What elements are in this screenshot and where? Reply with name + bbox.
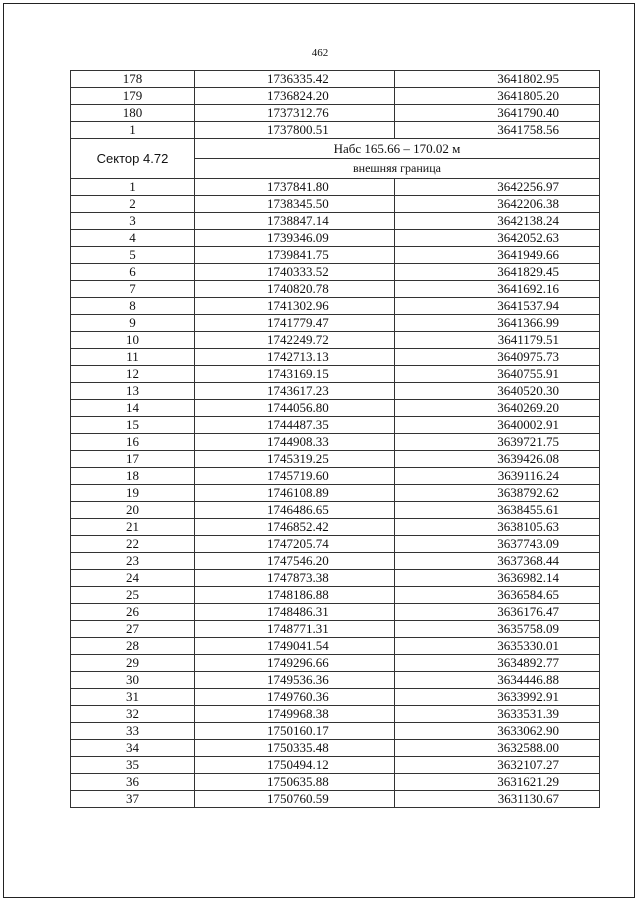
table-row bbox=[71, 230, 600, 247]
table-row bbox=[71, 451, 600, 468]
point-number-cell: 11 bbox=[71, 349, 195, 366]
y-coordinate-cell: 1749760.36 bbox=[195, 689, 395, 706]
x-coordinate-cell: 3638105.63 bbox=[395, 519, 600, 536]
x-coordinate-cell: 3642052.63 bbox=[395, 230, 600, 247]
point-number-cell: 26 bbox=[71, 604, 195, 621]
y-coordinate-cell: 1750760.59 bbox=[195, 791, 395, 808]
y-coordinate-cell: 1737312.76 bbox=[195, 105, 395, 122]
point-number-cell: 33 bbox=[71, 723, 195, 740]
y-coordinate-cell: 1750160.17 bbox=[195, 723, 395, 740]
table-row bbox=[71, 774, 600, 791]
point-number-cell: 37 bbox=[71, 791, 195, 808]
x-coordinate-cell: 3632107.27 bbox=[395, 757, 600, 774]
table-row bbox=[71, 519, 600, 536]
point-number-cell: 28 bbox=[71, 638, 195, 655]
y-coordinate-cell: 1738847.14 bbox=[195, 213, 395, 230]
table-row bbox=[71, 298, 600, 315]
table-row bbox=[71, 315, 600, 332]
x-coordinate-cell: 3641829.45 bbox=[395, 264, 600, 281]
x-coordinate-cell: 3641366.99 bbox=[395, 315, 600, 332]
table-row bbox=[71, 587, 600, 604]
point-number-cell: 24 bbox=[71, 570, 195, 587]
sector-label: Сектор 4.72 bbox=[71, 139, 195, 179]
y-coordinate-cell: 1744487.35 bbox=[195, 417, 395, 434]
y-coordinate-cell: 1740820.78 bbox=[195, 281, 395, 298]
x-coordinate-cell: 3641949.66 bbox=[395, 247, 600, 264]
table-row bbox=[71, 88, 600, 105]
x-coordinate-cell: 3634446.88 bbox=[395, 672, 600, 689]
y-coordinate-cell: 1750335.48 bbox=[195, 740, 395, 757]
point-number-cell: 6 bbox=[71, 264, 195, 281]
x-coordinate-cell: 3640520.30 bbox=[395, 383, 600, 400]
table-row bbox=[71, 621, 600, 638]
top-rows bbox=[71, 71, 600, 139]
point-number-cell: 32 bbox=[71, 706, 195, 723]
x-coordinate-cell: 3639426.08 bbox=[395, 451, 600, 468]
table-row bbox=[71, 332, 600, 349]
table-row bbox=[71, 179, 600, 196]
y-coordinate-cell: 1741779.47 bbox=[195, 315, 395, 332]
point-number-cell: 18 bbox=[71, 468, 195, 485]
point-number-cell: 23 bbox=[71, 553, 195, 570]
x-coordinate-cell: 3640755.91 bbox=[395, 366, 600, 383]
point-number-cell: 31 bbox=[71, 689, 195, 706]
point-number-cell: 21 bbox=[71, 519, 195, 536]
sector-height-range: Набс 165.66 – 170.02 м bbox=[195, 139, 600, 159]
table-row bbox=[71, 570, 600, 587]
point-number-cell: 22 bbox=[71, 536, 195, 553]
y-coordinate-cell: 1748486.31 bbox=[195, 604, 395, 621]
y-coordinate-cell: 1749296.66 bbox=[195, 655, 395, 672]
table-row bbox=[71, 689, 600, 706]
point-number-cell: 10 bbox=[71, 332, 195, 349]
x-coordinate-cell: 3635758.09 bbox=[395, 621, 600, 638]
x-coordinate-cell: 3642206.38 bbox=[395, 196, 600, 213]
point-number-cell: 12 bbox=[71, 366, 195, 383]
table-row bbox=[71, 485, 600, 502]
point-number-cell: 4 bbox=[71, 230, 195, 247]
point-number-cell: 7 bbox=[71, 281, 195, 298]
x-coordinate-cell: 3638792.62 bbox=[395, 485, 600, 502]
point-number-cell: 20 bbox=[71, 502, 195, 519]
point-number-cell: 2 bbox=[71, 196, 195, 213]
point-number-cell: 179 bbox=[71, 88, 195, 105]
x-coordinate-cell: 3633992.91 bbox=[395, 689, 600, 706]
point-number-cell: 16 bbox=[71, 434, 195, 451]
x-coordinate-cell: 3636584.65 bbox=[395, 587, 600, 604]
point-number-cell: 180 bbox=[71, 105, 195, 122]
table-row bbox=[71, 196, 600, 213]
table-row bbox=[71, 655, 600, 672]
x-coordinate-cell: 3641692.16 bbox=[395, 281, 600, 298]
table-row bbox=[71, 638, 600, 655]
page-number: 462 bbox=[311, 47, 329, 59]
y-coordinate-cell: 1749968.38 bbox=[195, 706, 395, 723]
table-row bbox=[71, 400, 600, 417]
x-coordinate-cell: 3641758.56 bbox=[395, 122, 600, 139]
y-coordinate-cell: 1736335.42 bbox=[195, 71, 395, 88]
x-coordinate-cell: 3640002.91 bbox=[395, 417, 600, 434]
y-coordinate-cell: 1742713.13 bbox=[195, 349, 395, 366]
point-number-cell: 1 bbox=[71, 179, 195, 196]
x-coordinate-cell: 3633531.39 bbox=[395, 706, 600, 723]
x-coordinate-cell: 3633062.90 bbox=[395, 723, 600, 740]
x-coordinate-cell: 3632588.00 bbox=[395, 740, 600, 757]
y-coordinate-cell: 1737841.80 bbox=[195, 179, 395, 196]
table-row bbox=[71, 434, 600, 451]
x-coordinate-cell: 3631621.29 bbox=[395, 774, 600, 791]
x-coordinate-cell: 3642138.24 bbox=[395, 213, 600, 230]
table-row bbox=[71, 122, 600, 139]
y-coordinate-cell: 1737800.51 bbox=[195, 122, 395, 139]
y-coordinate-cell: 1749041.54 bbox=[195, 638, 395, 655]
y-coordinate-cell: 1745719.60 bbox=[195, 468, 395, 485]
x-coordinate-cell: 3641802.95 bbox=[395, 71, 600, 88]
table-row bbox=[71, 213, 600, 230]
x-coordinate-cell: 3640269.20 bbox=[395, 400, 600, 417]
table-row bbox=[71, 553, 600, 570]
table-row bbox=[71, 791, 600, 808]
table-row bbox=[71, 247, 600, 264]
y-coordinate-cell: 1750635.88 bbox=[195, 774, 395, 791]
point-number-cell: 36 bbox=[71, 774, 195, 791]
x-coordinate-cell: 3641805.20 bbox=[395, 88, 600, 105]
x-coordinate-cell: 3638455.61 bbox=[395, 502, 600, 519]
y-coordinate-cell: 1742249.72 bbox=[195, 332, 395, 349]
table-row bbox=[71, 349, 600, 366]
table-row bbox=[71, 281, 600, 298]
x-coordinate-cell: 3635330.01 bbox=[395, 638, 600, 655]
y-coordinate-cell: 1746852.42 bbox=[195, 519, 395, 536]
point-number-cell: 8 bbox=[71, 298, 195, 315]
sector-header bbox=[71, 139, 600, 179]
point-number-cell: 15 bbox=[71, 417, 195, 434]
x-coordinate-cell: 3641790.40 bbox=[395, 105, 600, 122]
x-coordinate-cell: 3641537.94 bbox=[395, 298, 600, 315]
point-number-cell: 25 bbox=[71, 587, 195, 604]
y-coordinate-cell: 1748771.31 bbox=[195, 621, 395, 638]
coordinates-table bbox=[70, 70, 600, 808]
y-coordinate-cell: 1746486.65 bbox=[195, 502, 395, 519]
point-number-cell: 30 bbox=[71, 672, 195, 689]
y-coordinate-cell: 1747546.20 bbox=[195, 553, 395, 570]
table-row bbox=[71, 536, 600, 553]
y-coordinate-cell: 1744908.33 bbox=[195, 434, 395, 451]
x-coordinate-cell: 3639721.75 bbox=[395, 434, 600, 451]
x-coordinate-cell: 3642256.97 bbox=[395, 179, 600, 196]
table-row bbox=[71, 468, 600, 485]
table-row bbox=[71, 105, 600, 122]
y-coordinate-cell: 1743169.15 bbox=[195, 366, 395, 383]
point-number-cell: 5 bbox=[71, 247, 195, 264]
y-coordinate-cell: 1741302.96 bbox=[195, 298, 395, 315]
point-number-cell: 13 bbox=[71, 383, 195, 400]
x-coordinate-cell: 3637368.44 bbox=[395, 553, 600, 570]
point-number-cell: 3 bbox=[71, 213, 195, 230]
y-coordinate-cell: 1746108.89 bbox=[195, 485, 395, 502]
table-row bbox=[71, 366, 600, 383]
y-coordinate-cell: 1739346.09 bbox=[195, 230, 395, 247]
point-number-cell: 9 bbox=[71, 315, 195, 332]
table-row bbox=[71, 740, 600, 757]
point-number-cell: 1 bbox=[71, 122, 195, 139]
point-number-cell: 19 bbox=[71, 485, 195, 502]
x-coordinate-cell: 3637743.09 bbox=[395, 536, 600, 553]
y-coordinate-cell: 1736824.20 bbox=[195, 88, 395, 105]
table-row bbox=[71, 672, 600, 689]
y-coordinate-cell: 1745319.25 bbox=[195, 451, 395, 468]
table-row bbox=[71, 723, 600, 740]
sector-header-row bbox=[71, 139, 600, 159]
sector-rows bbox=[71, 179, 600, 808]
y-coordinate-cell: 1739841.75 bbox=[195, 247, 395, 264]
table-row bbox=[71, 71, 600, 88]
x-coordinate-cell: 3641179.51 bbox=[395, 332, 600, 349]
table-row bbox=[71, 502, 600, 519]
x-coordinate-cell: 3636176.47 bbox=[395, 604, 600, 621]
point-number-cell: 27 bbox=[71, 621, 195, 638]
y-coordinate-cell: 1747205.74 bbox=[195, 536, 395, 553]
table-row bbox=[71, 264, 600, 281]
point-number-cell: 17 bbox=[71, 451, 195, 468]
x-coordinate-cell: 3634892.77 bbox=[395, 655, 600, 672]
point-number-cell: 29 bbox=[71, 655, 195, 672]
x-coordinate-cell: 3636982.14 bbox=[395, 570, 600, 587]
point-number-cell: 14 bbox=[71, 400, 195, 417]
y-coordinate-cell: 1749536.36 bbox=[195, 672, 395, 689]
x-coordinate-cell: 3639116.24 bbox=[395, 468, 600, 485]
x-coordinate-cell: 3631130.67 bbox=[395, 791, 600, 808]
point-number-cell: 178 bbox=[71, 71, 195, 88]
sector-boundary: внешняя граница bbox=[195, 159, 600, 179]
table-row bbox=[71, 417, 600, 434]
point-number-cell: 34 bbox=[71, 740, 195, 757]
table-row bbox=[71, 706, 600, 723]
y-coordinate-cell: 1750494.12 bbox=[195, 757, 395, 774]
table-row bbox=[71, 383, 600, 400]
y-coordinate-cell: 1740333.52 bbox=[195, 264, 395, 281]
y-coordinate-cell: 1748186.88 bbox=[195, 587, 395, 604]
y-coordinate-cell: 1743617.23 bbox=[195, 383, 395, 400]
x-coordinate-cell: 3640975.73 bbox=[395, 349, 600, 366]
table-row bbox=[71, 757, 600, 774]
y-coordinate-cell: 1747873.38 bbox=[195, 570, 395, 587]
point-number-cell: 35 bbox=[71, 757, 195, 774]
table-row bbox=[71, 604, 600, 621]
y-coordinate-cell: 1744056.80 bbox=[195, 400, 395, 417]
y-coordinate-cell: 1738345.50 bbox=[195, 196, 395, 213]
